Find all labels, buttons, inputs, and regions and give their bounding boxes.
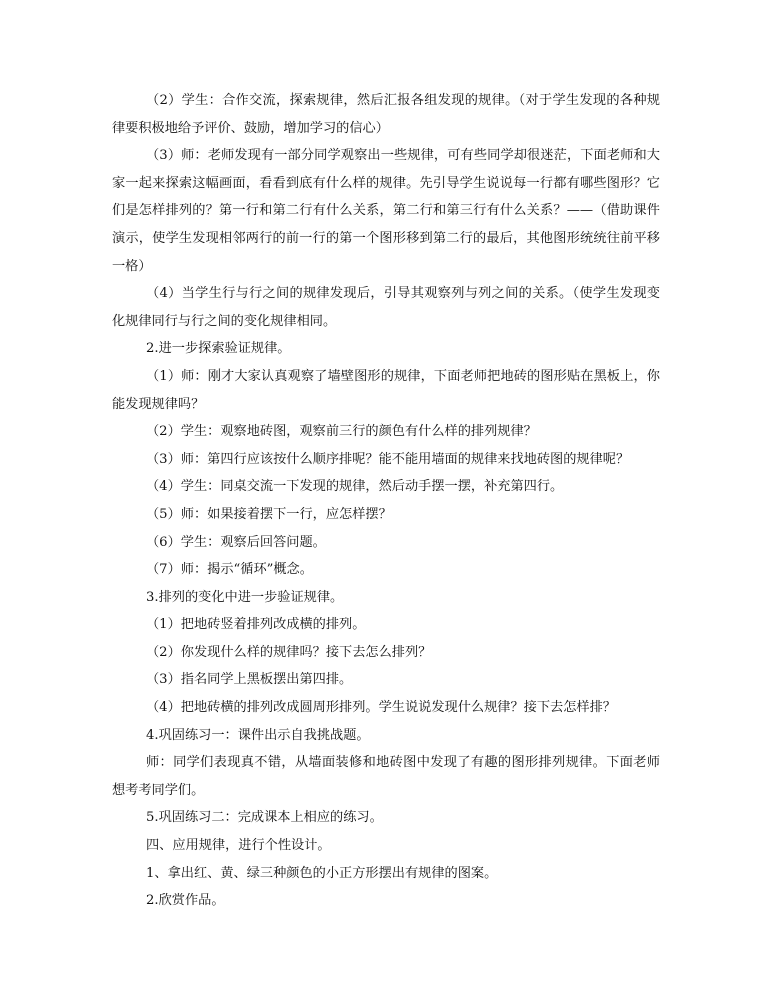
paragraph-2-5: （5）师：如果接着摆下一行，应怎样摆？ — [146, 506, 392, 522]
document-body — [112, 87, 660, 915]
paragraph-3-2: （2）你发现什么样的规律吗？接下去怎么排列？ — [146, 644, 432, 660]
paragraph-four-1: 1、拿出红、黄、绿三种颜色的小正方形摆出有规律的图案。 — [146, 865, 498, 881]
paragraph-2-1: （1）师：刚才大家认真观察了墙壁图形的规律，下面老师把地砖的图形贴在黑板上，你能发现规律吗？ — [112, 368, 660, 412]
section-heading-four: 四、应用规律，进行个性设计。 — [146, 838, 331, 854]
paragraph-student-4: （4）当学生行与行之间的规律发现后，引导其观察列与列之间的关系。（使学生发现变化规律同行与行之间的变化规律相同。 — [112, 286, 660, 329]
paragraph-2-4: （4）学生：同桌交流一下发现的规律，然后动手摆一摆，补充第四行。 — [146, 479, 564, 495]
paragraph-teacher-student-2: （2）学生：合作交流，探索规律，然后汇报各组发现的规律。（对于学生发现的各种规律要积极地给予评价、鼓励，增加学习的信心） — [112, 93, 660, 136]
paragraph-2-2: （2）学生：观察地砖图，观察前三行的颜色有什么样的排列规律？ — [146, 424, 537, 440]
paragraph-3-1: （1）把地砖竖着排列改成横的排列。 — [146, 617, 366, 633]
paragraph-3-4: （4）把地砖横的排列改成圆周形排列。学生说说发现什么规律？接下去怎样排？ — [146, 700, 616, 716]
section-heading-5: 5.巩固练习二：完成课本上相应的练习。 — [146, 810, 383, 826]
section-heading-2: 2.进一步探索验证规律。 — [146, 341, 291, 357]
paragraph-3-3: （3）指名同学上黑板摆出第四排。 — [146, 672, 353, 688]
section-heading-4: 4.巩固练习一：课件出示自我挑战题。 — [146, 727, 370, 743]
paragraph-teacher-3: （3）师：老师发现有一部分同学观察出一些规律，可有些同学却很迷茫，下面老师和大家一起来探索这幅画面，看看到底有什么样的规律。先引导学生说说每一行都有哪些图形？它们是怎样排列的？第一行和第二行有什么关系，第二行和第三行有什么关系？——（借助课件演示，使学生发现相邻两行的前一行的第一个图形移到第二行的最后，其他图形统统往前平移一格） — [112, 148, 660, 274]
paragraph-2-3: （3）师：第四行应该按什么顺序排呢？能不能用墙面的规律来找地砖图的规律呢？ — [146, 451, 630, 467]
paragraph-four-2: 2.欣赏作品。 — [146, 893, 225, 909]
section-heading-3: 3.排列的变化中进一步验证规律。 — [146, 589, 344, 605]
paragraph-2-7: （7）师：揭示“循环”概念。 — [146, 562, 313, 578]
paragraph-teacher-remark: 师：同学们表现真不错，从墙面装修和地砖图中发现了有趣的图形排列规律。下面老师想考考同学们。 — [112, 755, 660, 798]
paragraph-2-6: （6）学生：观察后回答问题。 — [146, 534, 326, 550]
